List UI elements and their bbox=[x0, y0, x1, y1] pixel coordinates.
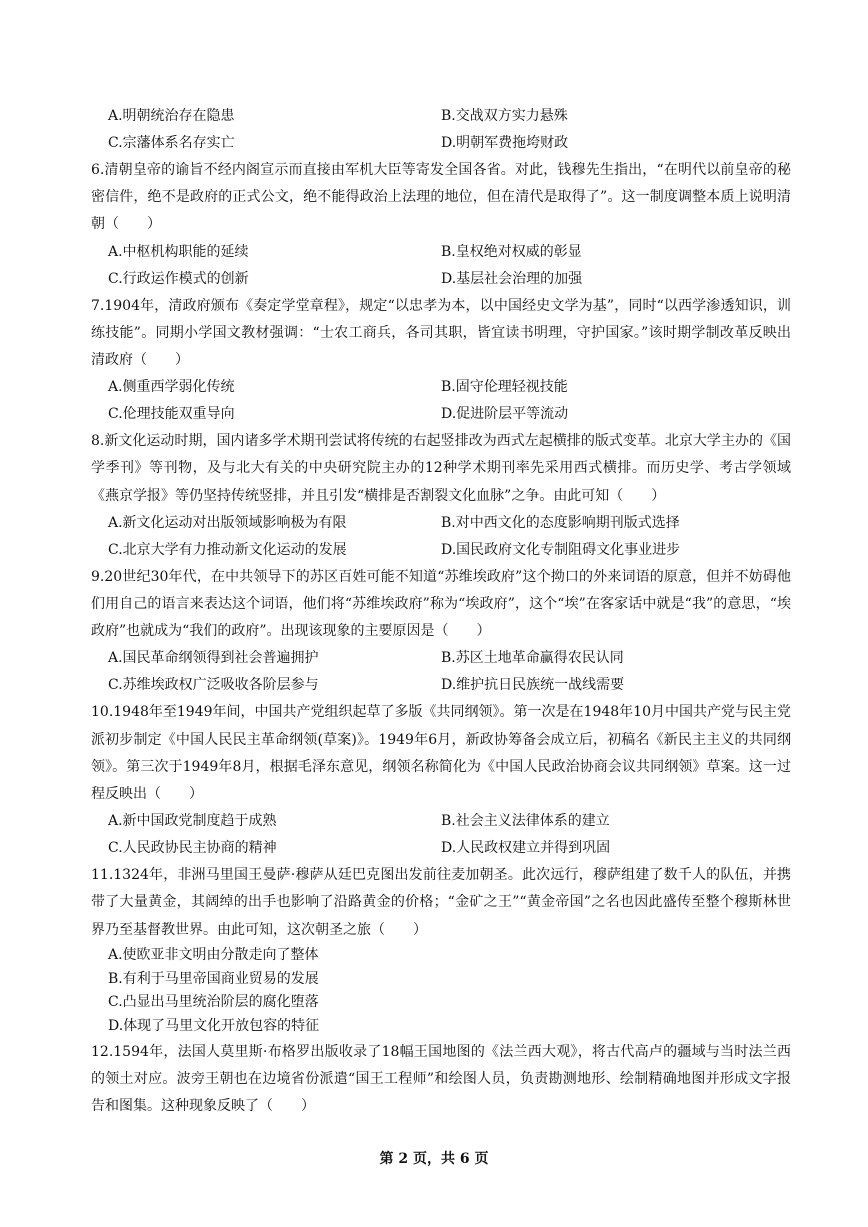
option-a: A.侧重西学弱化传统 bbox=[108, 379, 235, 396]
options-row bbox=[91, 239, 791, 266]
option-d: D.维护抗日民族统一战线需要 bbox=[441, 677, 625, 694]
options-row bbox=[91, 672, 791, 699]
option-c: C.伦理技能双重导向 bbox=[108, 406, 235, 423]
option-d: D.明朝军费拖垮财政 bbox=[441, 135, 569, 151]
options-row bbox=[91, 401, 791, 428]
option-c: C.人民政协民主协商的精神 bbox=[108, 840, 277, 857]
question-9-text: 9.20世纪30年代，在中共领导下的苏区百姓可能不知道“苏维埃政府”这个拗口的外来词语的原意，但并不妨碍他们用自己的语言来表达这个词语，他们将“苏维埃政府”称为“埃政府”，这个“埃”在客家话中就是“我”的意思，“埃政府”也就成为“我们的政府”。出现该现象的主要原因是（ ） bbox=[91, 568, 791, 640]
options-row bbox=[91, 266, 791, 293]
option-c: C.宗藩体系名存实亡 bbox=[108, 135, 235, 151]
option-d: D.人民政权建立并得到巩固 bbox=[441, 840, 611, 857]
option-a: A.使欧亚非文明由分散走向了整体 bbox=[108, 946, 319, 963]
option-b: B.交战双方实力悬殊 bbox=[441, 108, 568, 124]
option-d: D.基层社会治理的加强 bbox=[441, 270, 583, 287]
option-a: A.新文化运动对出版领域影响极为有限 bbox=[108, 514, 347, 531]
option-c: C.凸显出马里统治阶层的腐化堕落 bbox=[108, 994, 319, 1011]
options-row bbox=[91, 510, 791, 537]
question-10-text: 10.1948年至1949年间，中国共产党组织起草了多版《共同纲领》。第一次是在1948年10月中国共产党与民主党派初步制定《中国人民民主革命纲领(草案)》。1949年6月，新政协筹备会成立后，初稿名《新民主主义的共同纲领》。第三次于1949年8月，根据毛泽东意见，纲领名称简化为《中国人民政治协商会议共同纲领》草案。这一过程反映出（ ） bbox=[91, 704, 791, 803]
page-content bbox=[91, 103, 791, 1120]
page-number-footer: 第 2 页，共 6 页 bbox=[379, 1151, 489, 1167]
options-row bbox=[91, 808, 791, 835]
question-6-text: 6.清朝皇帝的谕旨不经内阁宣示而直接由军机大臣等寄发全国各省。对此，钱穆先生指出，“在明代以前皇帝的秘密信件，绝不是政府的正式公文，绝不能得政治上法理的地位，但在清代是取得了”。这一制度调整本质上说明清朝（ ） bbox=[91, 162, 791, 233]
options-row bbox=[91, 103, 791, 130]
options-row bbox=[91, 374, 791, 401]
option-c: C.北京大学有力推动新文化运动的发展 bbox=[108, 541, 347, 558]
option-d: D.体现了马里文化开放包容的特征 bbox=[108, 1017, 320, 1034]
option-c: C.行政运作模式的创新 bbox=[108, 270, 249, 287]
options-row bbox=[91, 835, 791, 862]
option-b: B.固守伦理轻视技能 bbox=[441, 379, 568, 396]
options-row bbox=[91, 130, 791, 157]
question-12-text: 12.1594年，法国人莫里斯·布格罗出版收录了18幅王国地图的《法兰西大观》，将古代高卢的疆域与当时法兰西的领土对应。波旁王朝也在边境省份派遣“国王工程师”和绘图人员，负责勘测地形、绘制精确地图并形成文字报告和图集。这种现象反映了（ ） bbox=[91, 1043, 791, 1115]
option-b: B.社会主义法律体系的建立 bbox=[441, 813, 610, 830]
option-a: A.新中国政党制度趋于成熟 bbox=[108, 813, 277, 830]
question-11-text: 11.1324年，非洲马里国王曼萨·穆萨从廷巴克图出发前往麦加朝圣。此次远行，穆萨组建了数千人的队伍，并携带了大量黄金，其阔绰的出手也影响了沿路黄金的价格；“金矿之王”“黄金帝国”之名也因此盛传至整个穆斯林世界乃至基督教世界。由此可知，这次朝圣之旅（ ） bbox=[91, 867, 791, 938]
option-d: D.促进阶层平等流动 bbox=[441, 406, 569, 423]
option-b: B.有利于马里帝国商业贸易的发展 bbox=[108, 970, 319, 987]
option-a: A.明朝统治存在隐患 bbox=[108, 108, 235, 124]
option-b: B.皇权绝对权威的彰显 bbox=[441, 243, 582, 260]
options-row bbox=[91, 537, 791, 564]
options-row bbox=[91, 645, 791, 672]
option-b: B.对中西文化的态度影响期刊版式选择 bbox=[441, 514, 680, 531]
question-7-text: 7.1904年，清政府颁布《奏定学堂章程》，规定“以忠孝为本，以中国经史文学为基”，同时“以西学渗透知识，训练技能”。同期小学国文教材强调：“士农工商兵，各司其职，皆宜读书明理，守护国家。”该时期学制改革反映出清政府（ ） bbox=[91, 297, 791, 369]
option-d: D.国民政府文化专制阻碍文化事业进步 bbox=[441, 541, 681, 558]
option-b: B.苏区土地革命赢得农民认同 bbox=[441, 650, 624, 667]
option-a: A.国民革命纲领得到社会普遍拥护 bbox=[108, 650, 319, 667]
option-a: A.中枢机构职能的延续 bbox=[108, 243, 249, 260]
option-c: C.苏维埃政权广泛吸收各阶层参与 bbox=[108, 677, 319, 694]
question-8-text: 8.新文化运动时期，国内诸多学术期刊尝试将传统的右起竖排改为西式左起横排的版式变革。北京大学主办的《国学季刊》等刊物，及与北大有关的中央研究院主办的12种学术期刊率先采用西式横排。而历史学、考古学领域《燕京学报》等仍坚持传统竖排，并且引发“横排是否割裂文化血脉”之争。由此可知（ ） bbox=[91, 433, 791, 504]
